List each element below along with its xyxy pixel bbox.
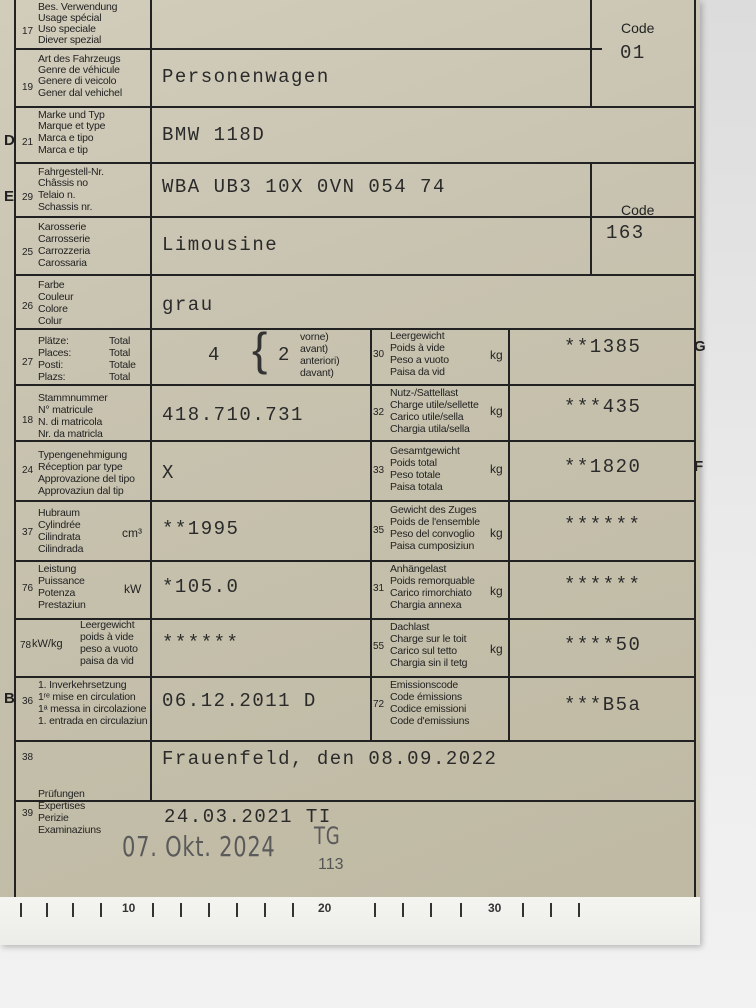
field-label: Usage spécial	[38, 12, 102, 24]
field-number: 72	[373, 699, 385, 710]
code-header: Code	[621, 202, 655, 218]
field-number: 29	[22, 192, 34, 203]
field-label: anteriori)	[300, 355, 340, 367]
code-divider	[590, 0, 592, 106]
divider	[16, 800, 694, 802]
field-number: 18	[22, 415, 34, 426]
ruler-label: 10	[122, 901, 136, 915]
field-number: 38	[22, 752, 34, 763]
field-label: Plätze:	[38, 335, 69, 347]
field-label: Cilindrata	[38, 531, 81, 543]
seats-front-value: 2	[278, 344, 291, 366]
field-label: 1ᵃ messa in circolazione	[38, 703, 147, 715]
gross-weight-value: **1820	[564, 456, 642, 478]
field-number: 39	[22, 808, 34, 819]
field-label: Colore	[38, 303, 68, 315]
field-label: Poids de l'ensemble	[390, 516, 480, 528]
field-label: Prestaziun	[38, 599, 86, 611]
field-label: Poids total	[390, 457, 437, 469]
field-label: Examinaziuns	[38, 824, 101, 836]
divider	[16, 274, 694, 276]
ruler-label: 20	[318, 901, 332, 915]
inspection-date-value: 24.03.2021 TI	[164, 806, 332, 828]
field-label: Nr. da matricla	[38, 428, 103, 440]
field-label: peso a vuoto	[80, 643, 138, 655]
field-number: 78	[20, 640, 32, 651]
code-header: Code	[621, 20, 655, 36]
empty-weight-value: **1385	[564, 336, 642, 358]
unit-label: kg	[490, 584, 503, 598]
ruler-label: 30	[488, 901, 502, 915]
unit-label: kg	[490, 462, 503, 476]
make-model-value: BMW 118D	[162, 124, 266, 146]
field-label: Anhängelast	[390, 563, 447, 575]
usage-code-value: 01	[620, 42, 646, 64]
field-label: Carico sul tetto	[390, 645, 457, 657]
field-label: paisa da vid	[80, 655, 134, 667]
field-label: Colur	[38, 315, 63, 327]
field-label: Expertises	[38, 800, 86, 812]
column-divider	[370, 328, 372, 740]
side-marker: B	[4, 690, 15, 707]
divider	[16, 384, 694, 386]
divider	[16, 676, 694, 678]
power-value: *105.0	[162, 576, 240, 598]
field-label: Total	[109, 347, 131, 359]
field-label: Peso del convoglio	[390, 528, 475, 540]
field-label: Chargia sin il tetg	[390, 657, 468, 669]
field-label: Marque et type	[38, 120, 106, 132]
field-label: Hubraum	[38, 507, 80, 519]
divider	[16, 216, 694, 218]
inspection-stamp: 07. Okt. 2024	[122, 830, 276, 863]
ruler-strip	[0, 897, 700, 945]
field-number: 55	[373, 641, 385, 652]
field-label: davant)	[300, 367, 334, 379]
field-label: Paisa totala	[390, 481, 443, 493]
field-number: 35	[373, 525, 385, 536]
ruler-tick	[522, 903, 524, 917]
unit-label: kg	[490, 526, 503, 540]
field-number: 26	[22, 301, 34, 312]
field-label: Puissance	[38, 575, 85, 587]
field-label: Gewicht des Zuges	[390, 504, 477, 516]
field-number: 37	[22, 527, 34, 538]
field-label: Fahrgestell-Nr.	[38, 166, 104, 178]
field-label: Code émissions	[390, 691, 462, 703]
field-label: Diever spezial	[38, 34, 102, 46]
field-label: Farbe	[38, 279, 65, 291]
field-number: 17	[22, 26, 34, 37]
ruler-tick	[460, 903, 462, 917]
type-approval-value: X	[162, 462, 175, 484]
field-label: Genre de véhicule	[38, 64, 120, 76]
form-grid	[4, 0, 706, 912]
emission-code-value: ***B5a	[564, 694, 642, 716]
field-label: Leistung	[38, 563, 77, 575]
field-number: 76	[22, 583, 34, 594]
field-label: Karosserie	[38, 221, 87, 233]
field-label: Réception par type	[38, 461, 123, 473]
field-label: Uso speciale	[38, 23, 96, 35]
ruler-tick	[550, 903, 552, 917]
field-label: Total	[109, 335, 131, 347]
payload-value: ***435	[564, 396, 642, 418]
field-label: Posti:	[38, 359, 64, 371]
field-label: Peso a vuoto	[390, 354, 449, 366]
field-label: Carrosserie	[38, 233, 91, 245]
field-label: 1. entrada en circulaziun	[38, 715, 148, 727]
field-number: 27	[22, 357, 34, 368]
divider	[16, 500, 694, 502]
field-number: 32	[373, 407, 385, 418]
field-number: 24	[22, 465, 34, 476]
field-label: 1ʳᵉ mise en circulation	[38, 691, 136, 703]
ruler-tick	[208, 903, 210, 917]
field-label: poids à vide	[80, 631, 134, 643]
field-label: Schassis nr.	[38, 201, 93, 213]
field-label: Approvazione del tipo	[38, 473, 135, 485]
field-label: Gesamtgewicht	[390, 445, 460, 457]
field-label: Leergewicht	[390, 330, 445, 342]
issue-place-date-value: Frauenfeld, den 08.09.2022	[162, 748, 498, 770]
field-label: Typengenehmigung	[38, 449, 128, 461]
ruler-tick	[152, 903, 154, 917]
field-label: Paisa cumposiziun	[390, 540, 475, 552]
field-label: N. di matricola	[38, 416, 103, 428]
brace-symbol: {	[252, 323, 268, 375]
ruler-tick	[578, 903, 580, 917]
unit-label: kg	[490, 404, 503, 418]
body-code-value: 163	[606, 222, 645, 244]
displacement-value: **1995	[162, 518, 240, 540]
stamp-code: 113	[318, 856, 344, 873]
field-label: Marca e tip	[38, 144, 88, 156]
code-divider	[590, 162, 592, 274]
field-label: Approvaziun dal tip	[38, 485, 124, 497]
divider	[16, 48, 602, 50]
field-label: Cylindrée	[38, 519, 81, 531]
field-label: Carico rimorchiato	[390, 587, 472, 599]
side-marker: D	[4, 132, 15, 149]
field-label: Dachlast	[390, 621, 430, 633]
chassis-number-value: WBA UB3 10X 0VN 054 74	[162, 176, 446, 198]
field-label: Potenza	[38, 587, 76, 599]
ruler-tick	[430, 903, 432, 917]
body-type-value: Limousine	[162, 234, 279, 256]
ruler-tick	[402, 903, 404, 917]
field-label: Leergewicht	[80, 619, 135, 631]
field-label: N° matricule	[38, 404, 93, 416]
power-weight-value: ******	[162, 632, 240, 654]
unit-label: kg	[490, 348, 503, 362]
field-number: 33	[373, 465, 385, 476]
field-label: Carico utile/sella	[390, 411, 464, 423]
field-number: 30	[373, 349, 385, 360]
divider	[16, 440, 694, 442]
label-value-divider	[150, 0, 152, 800]
field-label: Code d'emissiuns	[390, 715, 470, 727]
field-label: Marke und Typ	[38, 109, 105, 121]
roof-load-value: ****50	[564, 634, 642, 656]
ruler-tick	[46, 903, 48, 917]
field-label: Peso totale	[390, 469, 441, 481]
field-label: Total	[109, 371, 131, 383]
field-label: Poids à vide	[390, 342, 445, 354]
ruler-tick	[100, 903, 102, 917]
divider	[16, 106, 694, 108]
field-number: 31	[373, 583, 385, 594]
field-label: Art des Fahrzeugs	[38, 53, 121, 65]
field-label: Cilindrada	[38, 543, 84, 555]
field-label: Genere di veicolo	[38, 75, 117, 87]
field-label: Stammnummer	[38, 392, 108, 404]
ruler-tick	[292, 903, 294, 917]
first-registration-value: 06.12.2011 D	[162, 690, 317, 712]
field-label: Châssis no	[38, 177, 88, 189]
ruler-tick	[236, 903, 238, 917]
side-marker: G	[694, 338, 706, 355]
field-label: Perizie	[38, 812, 69, 824]
field-number: 36	[22, 696, 34, 707]
field-label: Totale	[109, 359, 136, 371]
field-label: Carossaria	[38, 257, 87, 269]
field-label: Paisa da vid	[390, 366, 445, 378]
field-label: Prüfungen	[38, 788, 85, 800]
master-number-value: 418.710.731	[162, 404, 304, 426]
ruler-tick	[20, 903, 22, 917]
field-number: 19	[22, 82, 34, 93]
field-label: Poids remorquable	[390, 575, 475, 587]
color-value: grau	[162, 294, 214, 316]
field-label: Gener dal vehichel	[38, 87, 122, 99]
divider	[16, 560, 694, 562]
field-label: Bes. Verwendung	[38, 1, 118, 13]
field-label: avant)	[300, 343, 328, 355]
unit-label: kW/kg	[32, 638, 63, 650]
field-label: Plazs:	[38, 371, 66, 383]
divider	[16, 162, 694, 164]
field-label: Emissionscode	[390, 679, 459, 691]
seats-total-value: 4	[208, 344, 221, 366]
divider	[16, 328, 694, 330]
column-divider	[508, 328, 510, 740]
ruler-tick	[264, 903, 266, 917]
field-label: Carrozzeria	[38, 245, 91, 257]
field-label: Marca e tipo	[38, 132, 94, 144]
ruler-tick	[72, 903, 74, 917]
field-label: Charge sur le toit	[390, 633, 467, 645]
train-weight-value: ******	[564, 514, 642, 536]
side-marker: E	[4, 188, 15, 205]
field-label: vorne)	[300, 331, 329, 343]
vehicle-type-value: Personenwagen	[162, 66, 330, 88]
field-number: 25	[22, 247, 34, 258]
stamp-canton: TG	[314, 822, 341, 850]
field-label: Places:	[38, 347, 72, 359]
field-label: Charge utile/sellette	[390, 399, 479, 411]
ruler-tick	[180, 903, 182, 917]
field-label: Nutz-/Sattellast	[390, 387, 458, 399]
unit-label: kg	[490, 642, 503, 656]
field-number: 21	[22, 137, 34, 148]
towing-weight-value: ******	[564, 574, 642, 596]
field-label: 1. Inverkehrsetzung	[38, 679, 127, 691]
field-label: Telaio n.	[38, 189, 76, 201]
ruler-tick	[374, 903, 376, 917]
field-label: Chargia utila/sella	[390, 423, 470, 435]
field-label: Couleur	[38, 291, 74, 303]
unit-label: cm³	[122, 526, 142, 540]
divider	[16, 740, 694, 742]
unit-label: kW	[124, 582, 142, 596]
field-label: Chargia annexa	[390, 599, 462, 611]
side-marker: F	[694, 458, 704, 475]
field-label: Codice emissioni	[390, 703, 467, 715]
